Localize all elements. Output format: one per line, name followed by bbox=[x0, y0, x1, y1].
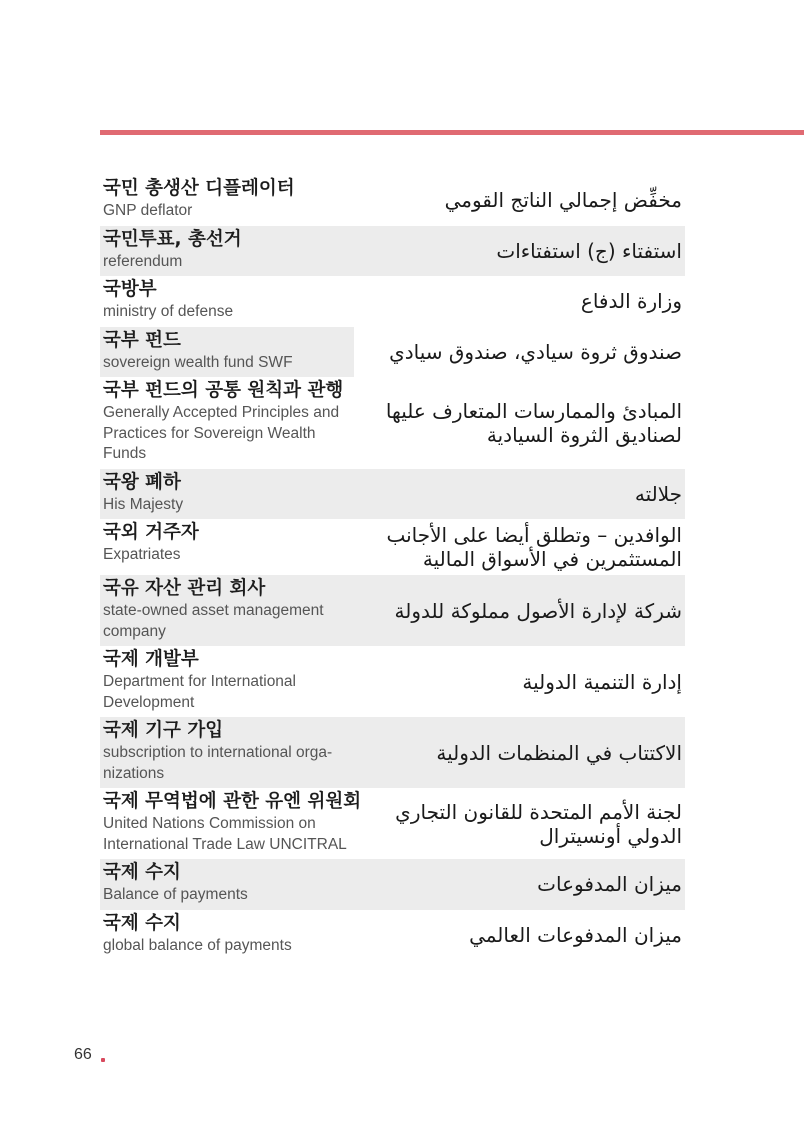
term-cell bbox=[100, 175, 354, 226]
page-number: 66 bbox=[74, 1046, 92, 1063]
arabic-cell bbox=[354, 276, 685, 327]
korean-term: 국제 수지 bbox=[103, 862, 181, 883]
glossary-entry bbox=[100, 377, 685, 469]
arabic-cell bbox=[354, 327, 685, 378]
arabic-term: استفتاء (ج) استفتاءات bbox=[496, 238, 682, 263]
glossary-entry bbox=[100, 175, 685, 226]
arabic-term: المبادئ والممارسات المتعارف عليها لصناديق الثروة السيادية bbox=[385, 398, 682, 447]
term-cell bbox=[100, 226, 354, 277]
glossary-entry bbox=[100, 519, 685, 575]
term-cell bbox=[100, 910, 354, 961]
arabic-cell bbox=[354, 377, 685, 469]
arabic-term: إدارة التنمية الدولية bbox=[522, 669, 682, 694]
glossary-entry bbox=[100, 910, 685, 961]
english-term: sovereign wealth fund SWF bbox=[103, 353, 293, 371]
english-term: His Majesty bbox=[103, 495, 184, 513]
english-term: Expatriates bbox=[103, 546, 181, 563]
arabic-cell bbox=[354, 226, 685, 277]
english-term: global balance of payments bbox=[103, 936, 292, 954]
term-cell bbox=[100, 276, 354, 327]
english-term: state-owned asset management company bbox=[103, 602, 324, 640]
term-cell bbox=[100, 717, 354, 788]
korean-term: 국왕 폐하 bbox=[103, 471, 181, 493]
glossary-entry bbox=[100, 788, 685, 859]
arabic-term: وزارة الدفاع bbox=[580, 289, 682, 314]
glossary-entry bbox=[100, 226, 685, 277]
arabic-cell bbox=[354, 646, 685, 717]
arabic-cell bbox=[354, 910, 685, 961]
korean-term: 국부 펀드의 공통 원칙과 관행 bbox=[103, 380, 344, 401]
english-term: United Nations Commission on International Trade Law UNCITRAL bbox=[103, 815, 347, 853]
glossary-entry bbox=[100, 859, 685, 910]
arabic-cell bbox=[354, 175, 685, 226]
korean-term: 국민 총생산 디플레이터 bbox=[103, 178, 295, 199]
term-cell bbox=[100, 859, 354, 910]
english-term: subscription to international orga-nizations bbox=[103, 744, 333, 782]
english-term: GNP deflator bbox=[103, 202, 193, 219]
term-cell bbox=[100, 575, 354, 646]
term-cell bbox=[100, 327, 354, 378]
term-cell bbox=[100, 377, 354, 469]
arabic-cell bbox=[354, 717, 685, 788]
arabic-cell bbox=[354, 859, 685, 910]
korean-term: 국부 펀드 bbox=[103, 329, 181, 351]
glossary-entry bbox=[100, 469, 685, 520]
arabic-cell bbox=[354, 519, 685, 575]
korean-term: 국제 기구 가입 bbox=[103, 720, 224, 741]
arabic-cell bbox=[354, 575, 685, 646]
term-cell bbox=[100, 646, 354, 717]
english-term: Balance of payments bbox=[103, 886, 248, 903]
korean-term: 국방부 bbox=[103, 279, 157, 300]
korean-term: 국유 자산 관리 회사 bbox=[103, 578, 266, 599]
korean-term: 국제 수지 bbox=[103, 912, 181, 934]
glossary-entry bbox=[100, 575, 685, 646]
glossary-entry bbox=[100, 327, 685, 378]
arabic-term: الوافدين – وتطلق أيضا على الأجانب المستثمرين في الأسواق المالية bbox=[386, 523, 682, 571]
english-term: Generally Accepted Principles and Practices for Sovereign Wealth Funds bbox=[103, 404, 340, 462]
header-rule bbox=[100, 130, 804, 135]
korean-term: 국제 무역법에 관한 유엔 위원회 bbox=[103, 791, 362, 812]
arabic-term: مخفِّض إجمالي الناتج القومي bbox=[444, 188, 682, 213]
arabic-cell bbox=[354, 788, 685, 859]
term-cell bbox=[100, 788, 362, 859]
glossary-entry bbox=[100, 646, 685, 717]
english-term: ministry of defense bbox=[103, 303, 234, 320]
page-marker-dot bbox=[101, 1058, 105, 1062]
korean-term: 국외 거주자 bbox=[103, 522, 199, 543]
english-term: referendum bbox=[103, 252, 183, 270]
arabic-term: جلالته bbox=[634, 481, 682, 506]
term-cell bbox=[100, 469, 354, 520]
arabic-term: ميزان المدفوعات العالمي bbox=[469, 922, 682, 947]
arabic-cell bbox=[354, 469, 685, 520]
english-term: Department for International Development bbox=[103, 673, 296, 711]
korean-term: 국민투표, 총선거 bbox=[103, 228, 242, 250]
arabic-term: ميزان المدفوعات bbox=[537, 872, 682, 897]
arabic-term: صندوق ثروة سيادي، صندوق سيادي bbox=[389, 339, 682, 364]
arabic-term: شركة لإدارة الأصول مملوكة للدولة bbox=[394, 598, 682, 623]
term-cell bbox=[100, 519, 354, 575]
arabic-term: لجنة الأمم المتحدة للقانون التجاري الدولي أونسيترال bbox=[395, 799, 682, 848]
page-footer bbox=[74, 1046, 105, 1064]
arabic-term: الاكتتاب في المنظمات الدولية bbox=[436, 740, 682, 765]
glossary-list bbox=[100, 175, 685, 960]
korean-term: 국제 개발부 bbox=[103, 649, 199, 670]
glossary-entry bbox=[100, 276, 685, 327]
glossary-entry bbox=[100, 717, 685, 788]
